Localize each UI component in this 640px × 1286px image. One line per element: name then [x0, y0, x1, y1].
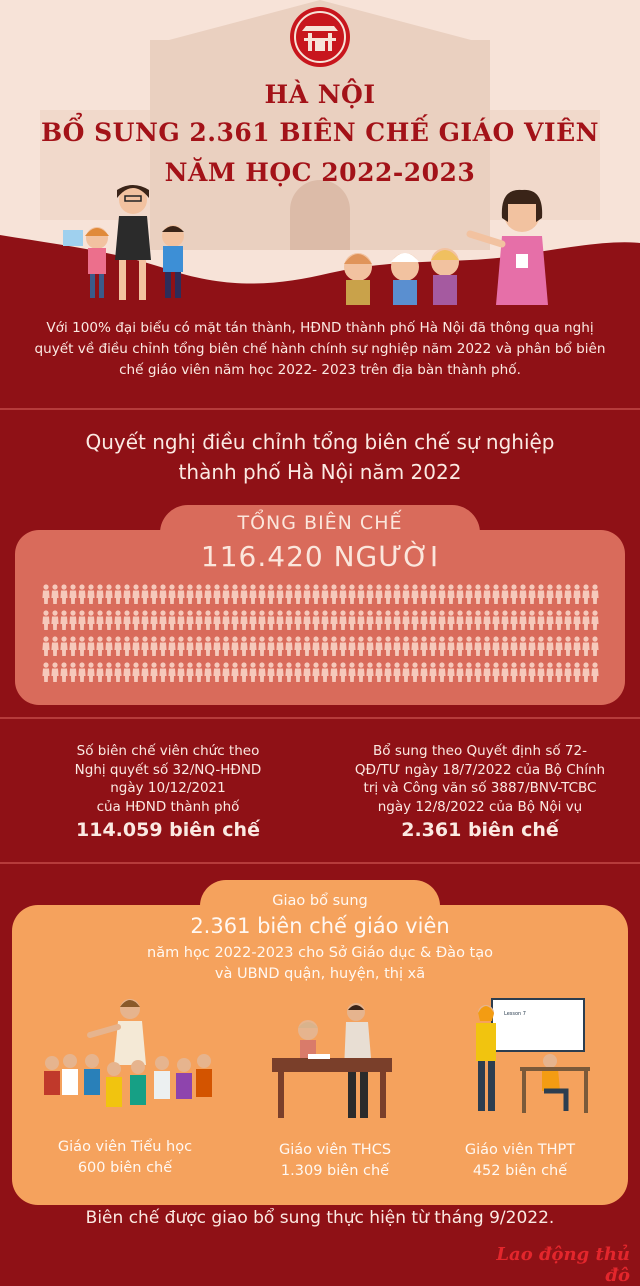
person-icon [249, 662, 256, 682]
person-icon [249, 636, 256, 656]
person-icon [159, 584, 166, 604]
person-icon [537, 636, 544, 656]
person-icon [195, 610, 202, 630]
person-icon [573, 584, 580, 604]
person-icon [249, 610, 256, 630]
person-icon [69, 610, 76, 630]
person-icon [492, 610, 499, 630]
person-icon [366, 636, 373, 656]
person-icon [258, 636, 265, 656]
person-icon [555, 636, 562, 656]
person-icon [591, 636, 598, 656]
title-line-2: BỔ SUNG 2.361 BIÊN CHẾ GIÁO VIÊN [41, 118, 599, 147]
person-icon [132, 610, 139, 630]
person-icon [78, 584, 85, 604]
teacher-card-highschool [425, 1140, 615, 1182]
person-icon [456, 662, 463, 682]
person-icon [258, 610, 265, 630]
resolution-title-line-1: Quyết nghị điều chỉnh tổng biên chế sự nghiệp [85, 430, 555, 454]
person-icon [483, 610, 490, 630]
person-icon [510, 610, 517, 630]
person-icon [447, 610, 454, 630]
person-icon [321, 610, 328, 630]
person-icon [114, 662, 121, 682]
person-icon [240, 584, 247, 604]
person-icon [159, 662, 166, 682]
person-icon [393, 636, 400, 656]
person-icon [177, 662, 184, 682]
allocation-line-2: và UBND quận, huyện, thị xã [214, 966, 426, 982]
person-icon [141, 662, 148, 682]
person-icon [348, 662, 355, 682]
person-icon [564, 636, 571, 656]
person-icon [213, 610, 220, 630]
person-icon [402, 610, 409, 630]
title-line-1: HÀ NỘI [264, 80, 376, 109]
person-icon [339, 610, 346, 630]
person-icon [573, 610, 580, 630]
person-icon [303, 662, 310, 682]
right-column-line-4: ngày 12/8/2022 của Bộ Nội vụ [377, 798, 583, 815]
person-icon [393, 662, 400, 682]
left-column-line-4: của HĐND thành phố [96, 798, 240, 815]
person-icon [51, 610, 58, 630]
person-icon [384, 610, 391, 630]
person-icon [465, 584, 472, 604]
teacher-value-secondary: 1.309 biên chế [280, 1163, 390, 1179]
person-icon [402, 584, 409, 604]
person-icon [150, 584, 157, 604]
person-icon [240, 662, 247, 682]
person-icon [303, 610, 310, 630]
person-icon [141, 584, 148, 604]
person-icon [429, 662, 436, 682]
person-icon [447, 636, 454, 656]
person-icon [348, 610, 355, 630]
person-icon [339, 662, 346, 682]
person-icon [195, 662, 202, 682]
person-icon [60, 584, 67, 604]
secondary-teacher-illustration [268, 1000, 408, 1125]
person-icon [186, 662, 193, 682]
person-icon [492, 636, 499, 656]
person-icon [438, 610, 445, 630]
person-icon [285, 636, 292, 656]
person-icon [60, 636, 67, 656]
person-icon [168, 610, 175, 630]
person-icon [528, 610, 535, 630]
person-icon [60, 662, 67, 682]
person-icon [321, 636, 328, 656]
person-icon [528, 584, 535, 604]
allocation-intro: Giao bổ sung [272, 893, 368, 909]
divider-2 [0, 717, 640, 719]
person-icon [366, 610, 373, 630]
person-icon [483, 662, 490, 682]
person-icon [294, 610, 301, 630]
person-icon [339, 584, 346, 604]
teacher-card-primary [30, 1137, 220, 1179]
person-icon [384, 636, 391, 656]
highschool-teacher-illustration [462, 995, 597, 1115]
person-icon [564, 610, 571, 630]
person-icon [78, 610, 85, 630]
person-icon [150, 662, 157, 682]
person-icon [582, 610, 589, 630]
person-icon [267, 636, 274, 656]
person-icon [303, 584, 310, 604]
person-icon [474, 584, 481, 604]
footer-note: Biên chế được giao bổ sung thực hiện từ tháng 9/2022. [85, 1208, 555, 1228]
person-icon [105, 662, 112, 682]
person-icon [42, 610, 49, 630]
person-icon [483, 636, 490, 656]
person-icon [429, 584, 436, 604]
person-icon [447, 584, 454, 604]
person-icon [447, 662, 454, 682]
person-icon [132, 584, 139, 604]
person-icon [420, 636, 427, 656]
person-icon [330, 636, 337, 656]
total-label: TỔNG BIÊN CHẾ [237, 512, 403, 534]
person-icon [312, 584, 319, 604]
person-icon [429, 610, 436, 630]
header-banner [0, 0, 640, 305]
person-icon [474, 636, 481, 656]
person-icon [420, 584, 427, 604]
person-icon [429, 636, 436, 656]
person-icon [294, 636, 301, 656]
person-icon [51, 584, 58, 604]
person-icon [375, 610, 382, 630]
person-icon [114, 584, 121, 604]
person-icon [51, 636, 58, 656]
person-icon [393, 610, 400, 630]
person-icon [519, 662, 526, 682]
person-icon [285, 662, 292, 682]
person-icon [438, 584, 445, 604]
person-icon [105, 584, 112, 604]
person-icon [303, 636, 310, 656]
people-icon-grid [42, 582, 602, 686]
resolution-title-line-2: thành phố Hà Nội năm 2022 [178, 460, 462, 484]
person-icon [213, 662, 220, 682]
person-icon [402, 662, 409, 682]
person-icon [366, 662, 373, 682]
allocation-headline: 2.361 biên chế giáo viên [190, 914, 450, 938]
person-icon [60, 610, 67, 630]
person-icon [276, 636, 283, 656]
person-icon [546, 662, 553, 682]
person-icon [195, 584, 202, 604]
person-icon [240, 636, 247, 656]
person-icon [231, 636, 238, 656]
person-icon [267, 610, 274, 630]
person-icon [114, 636, 121, 656]
person-icon [501, 584, 508, 604]
person-icon [528, 662, 535, 682]
person-icon [546, 610, 553, 630]
person-icon [492, 662, 499, 682]
person-icon [312, 662, 319, 682]
person-icon [159, 636, 166, 656]
person-icon [573, 662, 580, 682]
person-icon [87, 636, 94, 656]
person-icon [87, 610, 94, 630]
person-icon [222, 584, 229, 604]
person-icon [483, 584, 490, 604]
person-icon [474, 662, 481, 682]
person-icon [528, 636, 535, 656]
person-icon [42, 584, 49, 604]
person-icon [357, 610, 364, 630]
person-icon [105, 636, 112, 656]
person-icon [510, 662, 517, 682]
person-icon [591, 610, 598, 630]
person-icon [42, 662, 49, 682]
person-icon [501, 662, 508, 682]
person-icon [186, 584, 193, 604]
person-icon [186, 636, 193, 656]
person-icon [159, 610, 166, 630]
person-icon [519, 610, 526, 630]
person-icon [168, 636, 175, 656]
right-column-line-2: QĐ/TƯ ngày 18/7/2022 của Bộ Chính [354, 761, 606, 778]
person-icon [267, 584, 274, 604]
person-icon [456, 584, 463, 604]
person-icon [582, 662, 589, 682]
person-icon [348, 584, 355, 604]
person-icon [132, 636, 139, 656]
person-icon [240, 610, 247, 630]
person-icon [294, 584, 301, 604]
divider-3 [0, 862, 640, 864]
person-icon [591, 584, 598, 604]
person-icon [357, 662, 364, 682]
person-icon [285, 610, 292, 630]
person-icon [384, 662, 391, 682]
person-icon [330, 584, 337, 604]
person-icon [321, 662, 328, 682]
person-icon [96, 662, 103, 682]
person-icon [96, 610, 103, 630]
person-icon [438, 662, 445, 682]
person-icon [546, 584, 553, 604]
person-icon [96, 636, 103, 656]
left-column-value: 114.059 biên chế [76, 819, 260, 841]
person-icon [276, 662, 283, 682]
person-icon [375, 584, 382, 604]
person-icon [69, 636, 76, 656]
person-icon [204, 636, 211, 656]
person-icon [519, 584, 526, 604]
person-icon [510, 584, 517, 604]
person-icon [150, 636, 157, 656]
teacher-kids-illustration-right [330, 182, 570, 305]
person-icon [456, 636, 463, 656]
teacher-label-highschool: Giáo viên THPT [464, 1142, 576, 1158]
person-icon [276, 610, 283, 630]
person-icon [123, 610, 130, 630]
left-column-line-2: Nghị quyết số 32/NQ-HĐND [74, 761, 262, 778]
person-icon [537, 610, 544, 630]
person-icon [249, 584, 256, 604]
person-icon [231, 610, 238, 630]
person-icon [510, 636, 517, 656]
person-icon [204, 610, 211, 630]
person-icon [168, 662, 175, 682]
person-icon [276, 584, 283, 604]
person-icon [591, 662, 598, 682]
person-icon [87, 662, 94, 682]
person-icon [330, 662, 337, 682]
person-icon [114, 610, 121, 630]
publisher-logo: Lao động thủ đô [496, 1244, 630, 1286]
person-icon [537, 584, 544, 604]
person-icon [375, 662, 382, 682]
person-icon [150, 610, 157, 630]
right-column-value: 2.361 biên chế [401, 819, 559, 841]
person-icon [519, 636, 526, 656]
person-icon [51, 662, 58, 682]
teacher-value-primary: 600 biên chế [77, 1160, 173, 1176]
person-icon [96, 584, 103, 604]
person-icon [537, 662, 544, 682]
person-icon [123, 584, 130, 604]
person-icon [213, 636, 220, 656]
person-icon [294, 662, 301, 682]
person-icon [546, 636, 553, 656]
left-column [28, 742, 308, 841]
person-icon [105, 610, 112, 630]
person-icon [312, 636, 319, 656]
divider-1 [0, 408, 640, 410]
person-icon [339, 636, 346, 656]
person-icon [204, 584, 211, 604]
teacher-kids-illustration-left [55, 180, 205, 305]
person-icon [420, 662, 427, 682]
intro-paragraph: Với 100% đại biểu có mặt tán thành, HĐND thành phố Hà Nội đã thông qua nghị quyết về điều chỉnh tổng biên chế hành chính sự nghiệp năm 2022 và phân bổ biên chế giáo viên năm học 2022- 2023 trên địa bàn thành phố. [34, 320, 606, 378]
primary-teacher-illustration [38, 995, 218, 1120]
title-line-3: NĂM HỌC 2022-2023 [164, 158, 476, 187]
teacher-card-secondary [240, 1140, 430, 1182]
person-icon [123, 662, 130, 682]
person-icon [492, 584, 499, 604]
person-icon [177, 584, 184, 604]
person-icon [555, 584, 562, 604]
person-icon [582, 636, 589, 656]
person-icon [357, 636, 364, 656]
person-icon [231, 662, 238, 682]
person-icon [69, 584, 76, 604]
person-icon [285, 584, 292, 604]
person-icon [204, 662, 211, 682]
person-icon [330, 610, 337, 630]
person-icon [267, 662, 274, 682]
person-icon [555, 662, 562, 682]
person-icon [348, 636, 355, 656]
teacher-label-primary: Giáo viên Tiểu học [57, 1139, 193, 1155]
person-icon [78, 662, 85, 682]
person-icon [564, 662, 571, 682]
person-icon [564, 584, 571, 604]
board-text: Lesson 7 [504, 1011, 526, 1017]
person-icon [465, 610, 472, 630]
person-icon [420, 610, 427, 630]
person-icon [222, 610, 229, 630]
person-icon [582, 584, 589, 604]
person-icon [393, 584, 400, 604]
person-icon [258, 662, 265, 682]
person-icon [123, 636, 130, 656]
person-icon [141, 636, 148, 656]
person-icon [87, 584, 94, 604]
person-icon [555, 610, 562, 630]
person-icon [222, 662, 229, 682]
person-icon [186, 610, 193, 630]
person-icon [357, 584, 364, 604]
hanoi-emblem-icon [288, 5, 352, 69]
left-column-line-1: Số biên chế viên chức theo [76, 743, 260, 759]
right-column [330, 742, 630, 841]
person-icon [375, 636, 382, 656]
person-icon [177, 610, 184, 630]
person-icon [231, 584, 238, 604]
person-icon [258, 584, 265, 604]
person-icon [501, 636, 508, 656]
person-icon [402, 636, 409, 656]
person-icon [573, 636, 580, 656]
person-icon [42, 636, 49, 656]
person-icon [222, 636, 229, 656]
person-icon [501, 610, 508, 630]
teacher-label-secondary: Giáo viên THCS [278, 1142, 392, 1158]
person-icon [312, 610, 319, 630]
right-column-line-1: Bổ sung theo Quyết định số 72- [373, 743, 587, 759]
person-icon [366, 584, 373, 604]
person-icon [411, 636, 418, 656]
person-icon [465, 636, 472, 656]
allocation-line-1: năm học 2022-2023 cho Sở Giáo dục & Đào tạo [147, 945, 493, 961]
left-column-line-3: ngày 10/12/2021 [110, 780, 226, 796]
person-icon [69, 662, 76, 682]
person-icon [321, 584, 328, 604]
person-icon [438, 636, 445, 656]
person-icon [168, 584, 175, 604]
person-icon [177, 636, 184, 656]
person-icon [474, 610, 481, 630]
right-column-line-3: trị và Công văn số 3887/BNV-TCBC [363, 780, 597, 796]
person-icon [465, 662, 472, 682]
total-value: 116.420 NGƯỜI [200, 540, 440, 573]
person-icon [411, 662, 418, 682]
person-icon [78, 636, 85, 656]
person-icon [213, 584, 220, 604]
person-icon [456, 610, 463, 630]
person-icon [411, 610, 418, 630]
teacher-value-highschool: 452 biên chế [472, 1163, 568, 1179]
person-icon [132, 662, 139, 682]
person-icon [384, 584, 391, 604]
person-icon [141, 610, 148, 630]
person-icon [195, 636, 202, 656]
person-icon [411, 584, 418, 604]
